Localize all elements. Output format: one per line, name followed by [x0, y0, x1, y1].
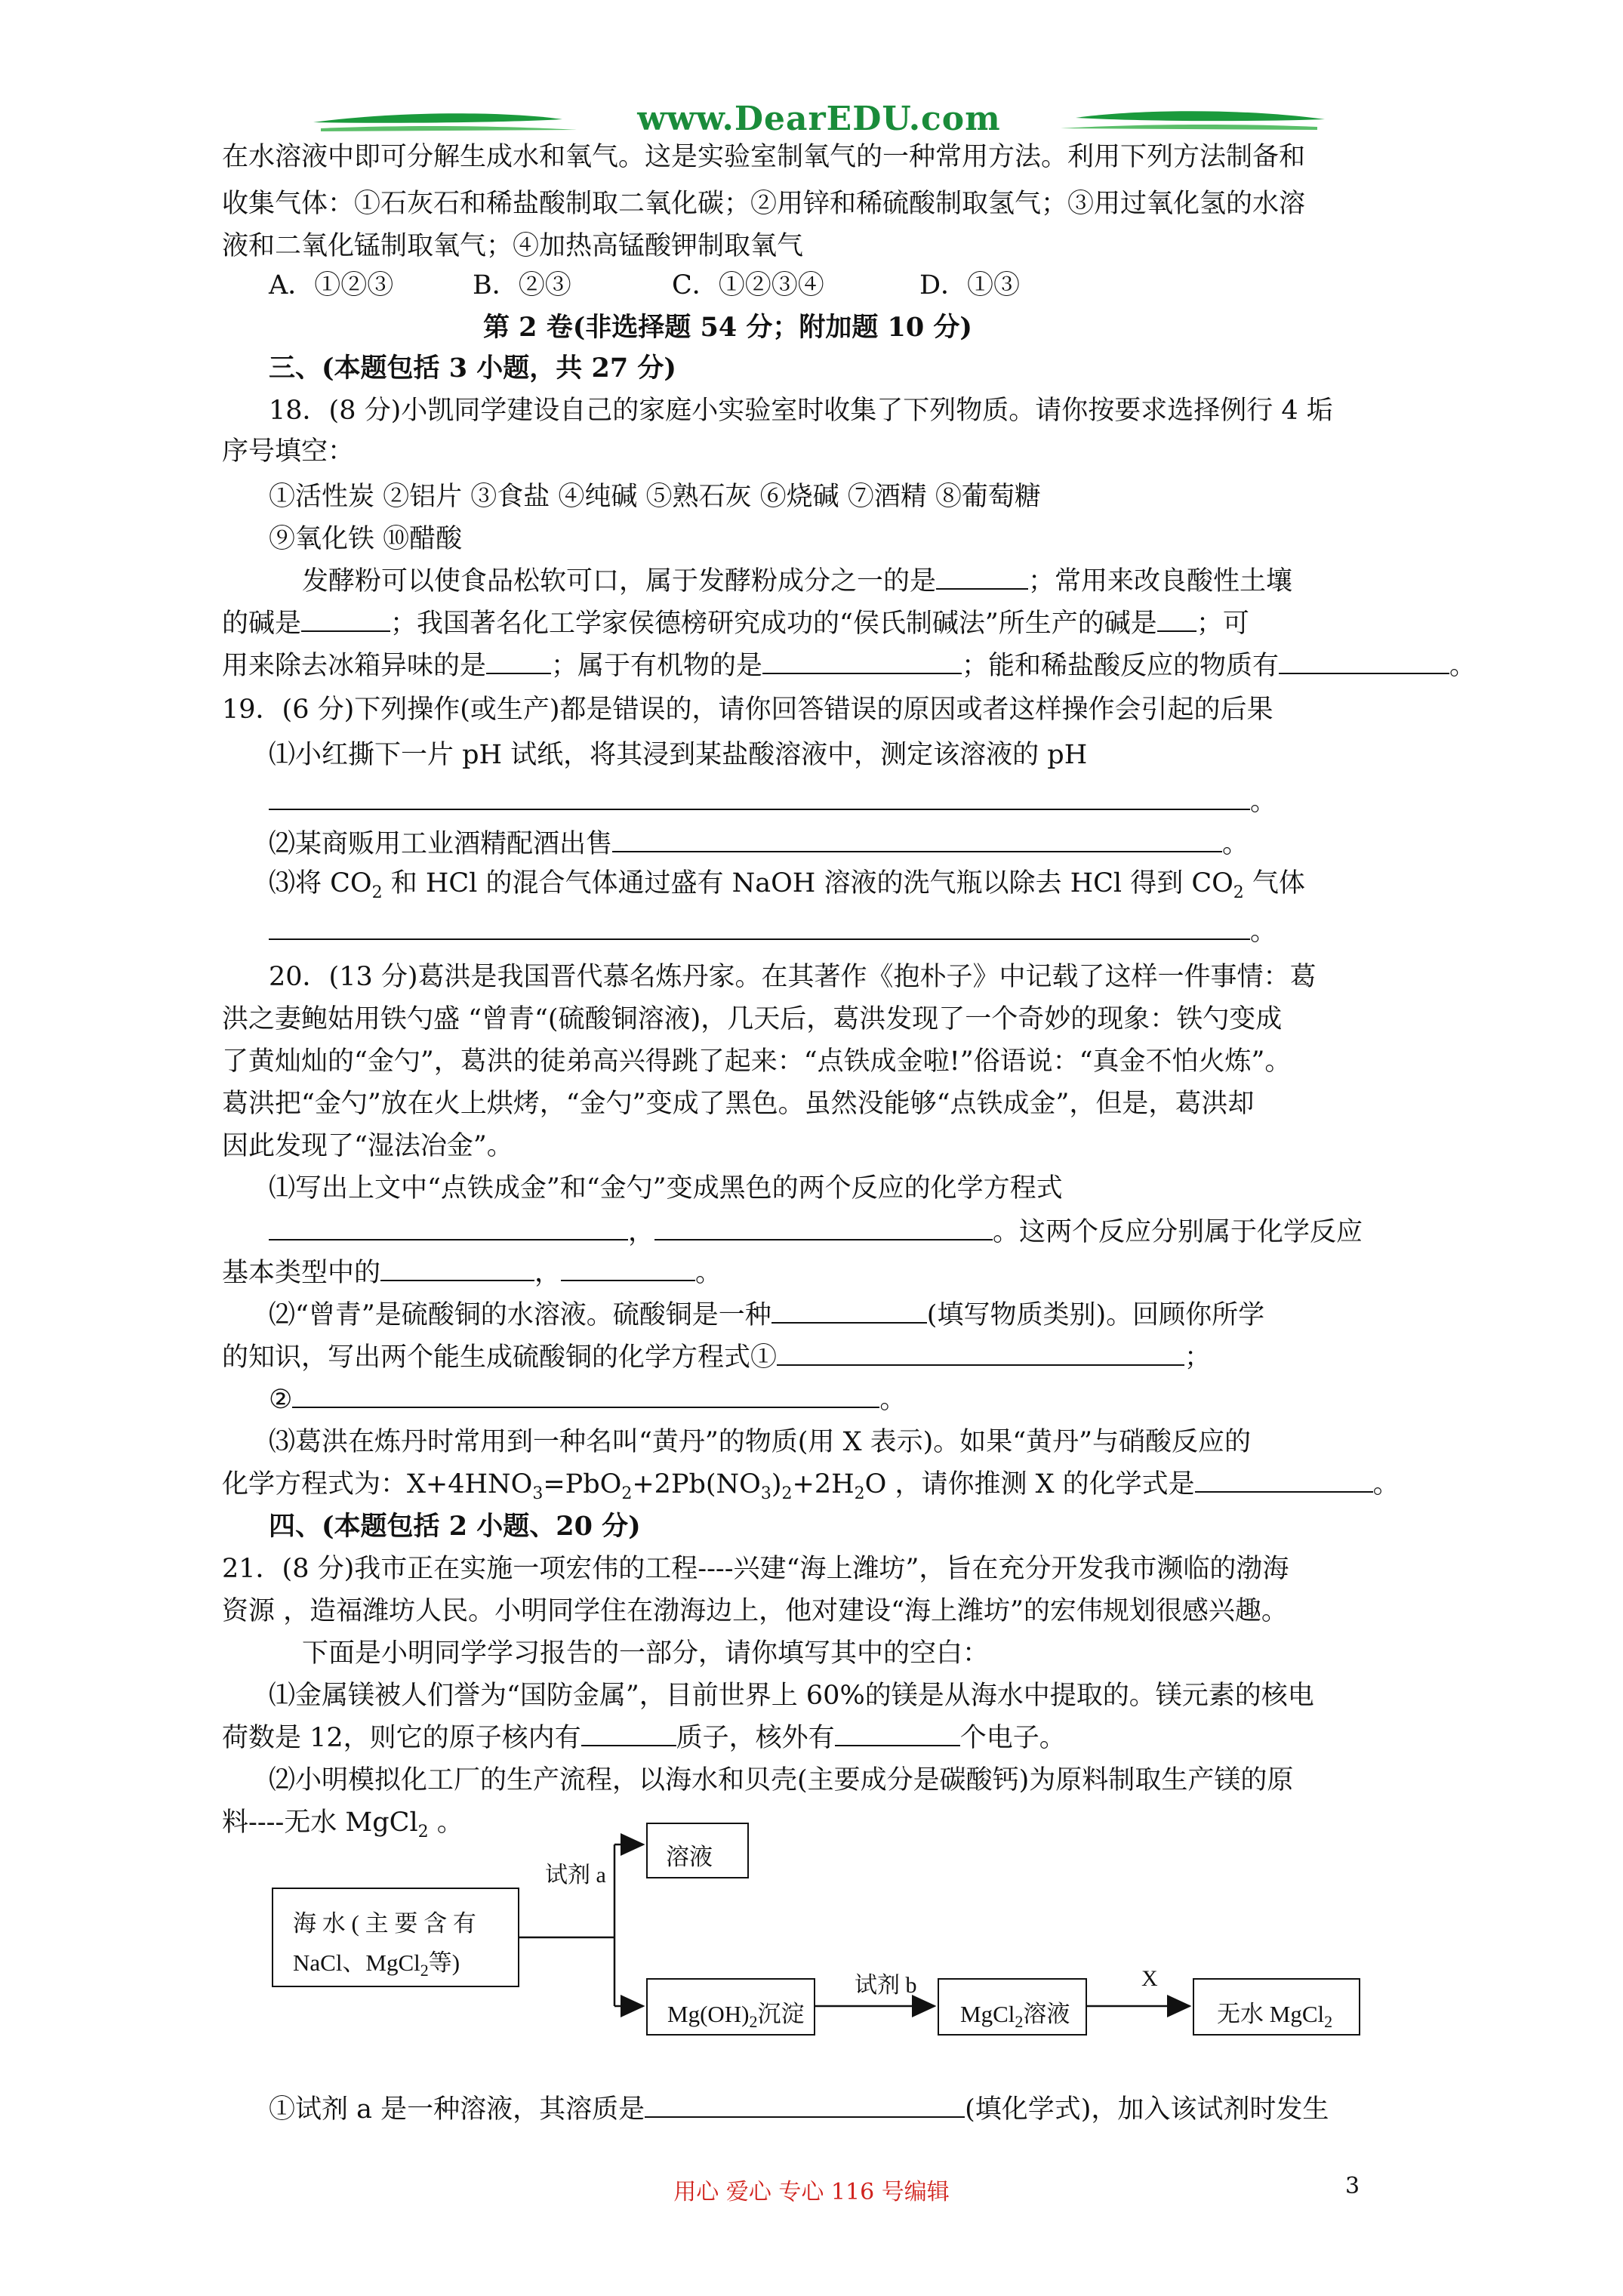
text-span: 等)	[428, 1949, 460, 1976]
text-span: ⑶将 CO	[269, 868, 372, 898]
text-span: +2Pb(NO	[632, 1469, 761, 1499]
text-line: 在水溶液中即可分解生成水和氧气。这是实验室制氧气的一种常用方法。利用下列方法制备和	[222, 142, 1306, 172]
text-span: 。	[879, 1385, 907, 1415]
subscript: 2	[371, 883, 383, 902]
text-span: 。	[1222, 829, 1249, 859]
text-span: 化学方程式为：X+4HNO	[222, 1469, 533, 1499]
text-span: ，	[628, 1217, 655, 1247]
subscript: 2	[1233, 883, 1244, 902]
volume-heading: 第 2 卷(非选择题 54 分；附加题 10 分)	[483, 312, 972, 343]
text-line: ⑨氧化铁 ⑩醋酸	[269, 524, 463, 554]
text-span: 料----无水 MgCl	[222, 1808, 418, 1838]
subscript: 2	[621, 1484, 633, 1503]
seawater-label	[293, 1943, 460, 1980]
text-span: =PbO	[543, 1469, 622, 1499]
option-a: A．①②③	[269, 270, 394, 300]
anhydrous-mgcl2-box	[1193, 1978, 1360, 2036]
text-span: 质子，核外有	[676, 1723, 835, 1753]
text-span: 。这两个反应分别属于化学反应	[993, 1217, 1363, 1247]
text-line: 洪之妻鲍姑用铁勺盛 “曾青“(硫酸铜溶液)，几天后，葛洪发现了一个奇妙的现象：铁勺变成	[222, 1004, 1283, 1034]
text-line: 因此发现了“湿法冶金”。	[222, 1131, 513, 1161]
text-span: 发酵粉可以使食品松软可口，属于发酵粉成分之一的是	[302, 566, 937, 596]
text-span: 。	[695, 1258, 722, 1288]
text-span: 。	[428, 1808, 463, 1838]
mgoh2-box	[646, 1978, 815, 2036]
text-span: 。	[1250, 917, 1277, 947]
text-line: 了黄灿灿的“金勺”，葛洪的徒弟高兴得跳了起来：“点铁成金啦!”俗语说：“真金不怕火炼”。	[222, 1046, 1292, 1077]
text-line: 20．(13 分)葛洪是我国晋代慕名炼丹家。在其著作《抱朴子》中记载了这样一件事情：葛	[269, 962, 1317, 992]
option-d: D．①③	[919, 270, 1021, 300]
reagent-b-label: 试剂 b	[855, 1973, 917, 1998]
text-span: (填写物质类别)。回顾你所学	[926, 1300, 1265, 1330]
text-span: 无水 MgCl	[1217, 2001, 1325, 2027]
x-label: X	[1141, 1966, 1158, 1991]
text-span: 荷数是 12，则它的原子核内有	[222, 1723, 581, 1753]
text-span: (填化学式)，加入该试剂时发生	[965, 2094, 1329, 2125]
text-span: 用来除去冰箱异味的是	[222, 651, 487, 681]
text-line: ⑵小明模拟化工厂的生产流程，以海水和贝壳(主要成分是碳酸钙)为原料制取生产镁的原	[269, 1765, 1294, 1795]
text-span: Mg(OH)	[667, 2001, 750, 2027]
text-line: 21．(8 分)我市正在实施一项宏伟的工程----兴建“海上潍坊”，旨在充分开发我市濒临的渤海	[222, 1554, 1289, 1584]
section-heading: 四、(本题包括 2 小题、20 分)	[269, 1511, 641, 1542]
mgcl2-solution-box	[938, 1978, 1087, 2036]
text-span: ；属于有机物的是	[551, 651, 763, 681]
subscript: 2	[417, 1823, 429, 1841]
text-span: 溶液	[1023, 2001, 1070, 2027]
page-footer: 用心 爱心 专心 116 号编辑	[673, 2179, 950, 2205]
text-span: MgCl	[960, 2001, 1015, 2027]
solution-box	[646, 1823, 749, 1878]
subscript: 3	[532, 1484, 544, 1503]
text-span: )	[771, 1469, 782, 1499]
subscript: 2	[854, 1484, 865, 1503]
option-b: B．②③	[473, 270, 571, 300]
text-line: 液和二氧化锰制取氧气；④加热高锰酸钾制取氧气	[222, 231, 804, 261]
text-span: 的碱是	[222, 609, 302, 639]
text-line: 资源 ，造福潍坊人民。小明同学住在渤海边上，他对建设“海上潍坊”的宏伟规划很感兴趣。	[222, 1596, 1288, 1626]
subscript: 2	[781, 1484, 793, 1503]
text-span: 的知识，写出两个能生成硫酸铜的化学方程式①	[222, 1342, 778, 1373]
reagent-a-label: 试剂 a	[545, 1863, 606, 1888]
text-span: 和 HCl 的混合气体通过盛有 NaOH 溶液的洗气瓶以除去 HCl 得到 CO	[382, 868, 1233, 898]
text-span: 。	[1449, 651, 1477, 681]
text-line: ①活性炭 ②铝片 ③食盐 ④纯碱 ⑤熟石灰 ⑥烧碱 ⑦酒精 ⑧葡萄糖	[269, 482, 1041, 512]
text-span: 。	[1250, 787, 1277, 817]
text-span: ⑵“曾青”是硫酸铜的水溶液。硫酸铜是一种	[269, 1300, 771, 1330]
text-line: 葛洪把“金勺”放在火上烘烤，“金勺”变成了黑色。虽然没能够“点铁成金”，但是，葛洪却	[222, 1089, 1255, 1119]
subscript: 3	[760, 1484, 771, 1503]
mgcl2-solution-label	[960, 1995, 1070, 2032]
text-span: O ，请你推测 X 的化学式是	[864, 1469, 1195, 1499]
text-span: ，	[534, 1258, 562, 1288]
subscript: 2	[749, 2012, 758, 2032]
subscript: 2	[1015, 2012, 1024, 2032]
text-span: ⑵某商贩用工业酒精配酒出售	[269, 829, 613, 859]
text-span: ①试剂 a 是一种溶液，其溶质是	[269, 2094, 645, 2125]
text-span: 气体	[1243, 868, 1305, 898]
text-span: NaCl、MgCl	[293, 1949, 420, 1976]
seawater-label: 海 水 ( 主 要 含 有	[293, 1910, 476, 1937]
text-span: ；可	[1196, 609, 1249, 639]
seawater-box	[272, 1888, 519, 1987]
text-span: +2H	[792, 1469, 855, 1499]
text-span: 沉淀	[757, 2001, 805, 2027]
text-line: ⑴小红撕下一片 pH 试纸，将其浸到某盐酸溶液中，测定该溶液的 pH	[269, 740, 1088, 770]
text-span: 基本类型中的	[222, 1258, 381, 1288]
text-span: ；常用来改良酸性土壤	[1028, 566, 1293, 596]
text-line: 下面是小明同学学习报告的一部分，请你填写其中的空白：	[302, 1638, 990, 1669]
answer-blank[interactable]	[645, 2094, 965, 2118]
subscript: 2	[1324, 2012, 1333, 2032]
text-line	[269, 2093, 1329, 2126]
text-line: 收集气体：①石灰石和稀盐酸制取二氧化碳；②用锌和稀硫酸制取氢气；③用过氧化氢的水溶	[222, 189, 1306, 219]
anhydrous-mgcl2-label	[1217, 1995, 1332, 2032]
text-span: 。	[1372, 1469, 1400, 1499]
option-c: C．①②③④	[672, 270, 824, 300]
text-span: ②	[269, 1385, 293, 1415]
page-number: 3	[1345, 2173, 1360, 2199]
text-line: ⑶葛洪在炼丹时常用到一种名叫“黄丹”的物质(用 X 表示)。如果“黄丹”与硝酸反应的	[269, 1427, 1252, 1457]
text-span: ；能和稀盐酸反应的物质有	[962, 651, 1280, 681]
text-span: ；我国著名化工学家侯德榜研究成功的“侯氏制碱法”所生产的碱是	[390, 609, 1157, 639]
text-line: 19．(6 分)下列操作(或生产)都是错误的，请你回答错误的原因或者这样操作会引起的后果	[222, 695, 1273, 725]
text-line: 18．(8 分)小凯同学建设自己的家庭小实验室时收集了下列物质。请你按要求选择例行 4 垢	[269, 396, 1333, 426]
text-span: ；	[1184, 1342, 1212, 1373]
mgoh2-label	[667, 1995, 805, 2032]
solution-label: 溶液	[666, 1844, 713, 1870]
text-line: ⑴写出上文中“点铁成金”和“金勺”变成黑色的两个反应的化学方程式	[269, 1173, 1063, 1203]
text-line: ⑴金属镁被人们誉为“国防金属”，目前世界上 60%的镁是从海水中提取的。镁元素的核电	[269, 1681, 1314, 1711]
subscript: 2	[420, 1961, 429, 1980]
text-span: 个电子。	[959, 1723, 1066, 1753]
section-heading: 三、(本题包括 3 小题，共 27 分)	[269, 353, 676, 384]
logo-text: www.DearEDU.com	[637, 100, 1001, 138]
text-line: 序号填空：	[222, 436, 355, 467]
